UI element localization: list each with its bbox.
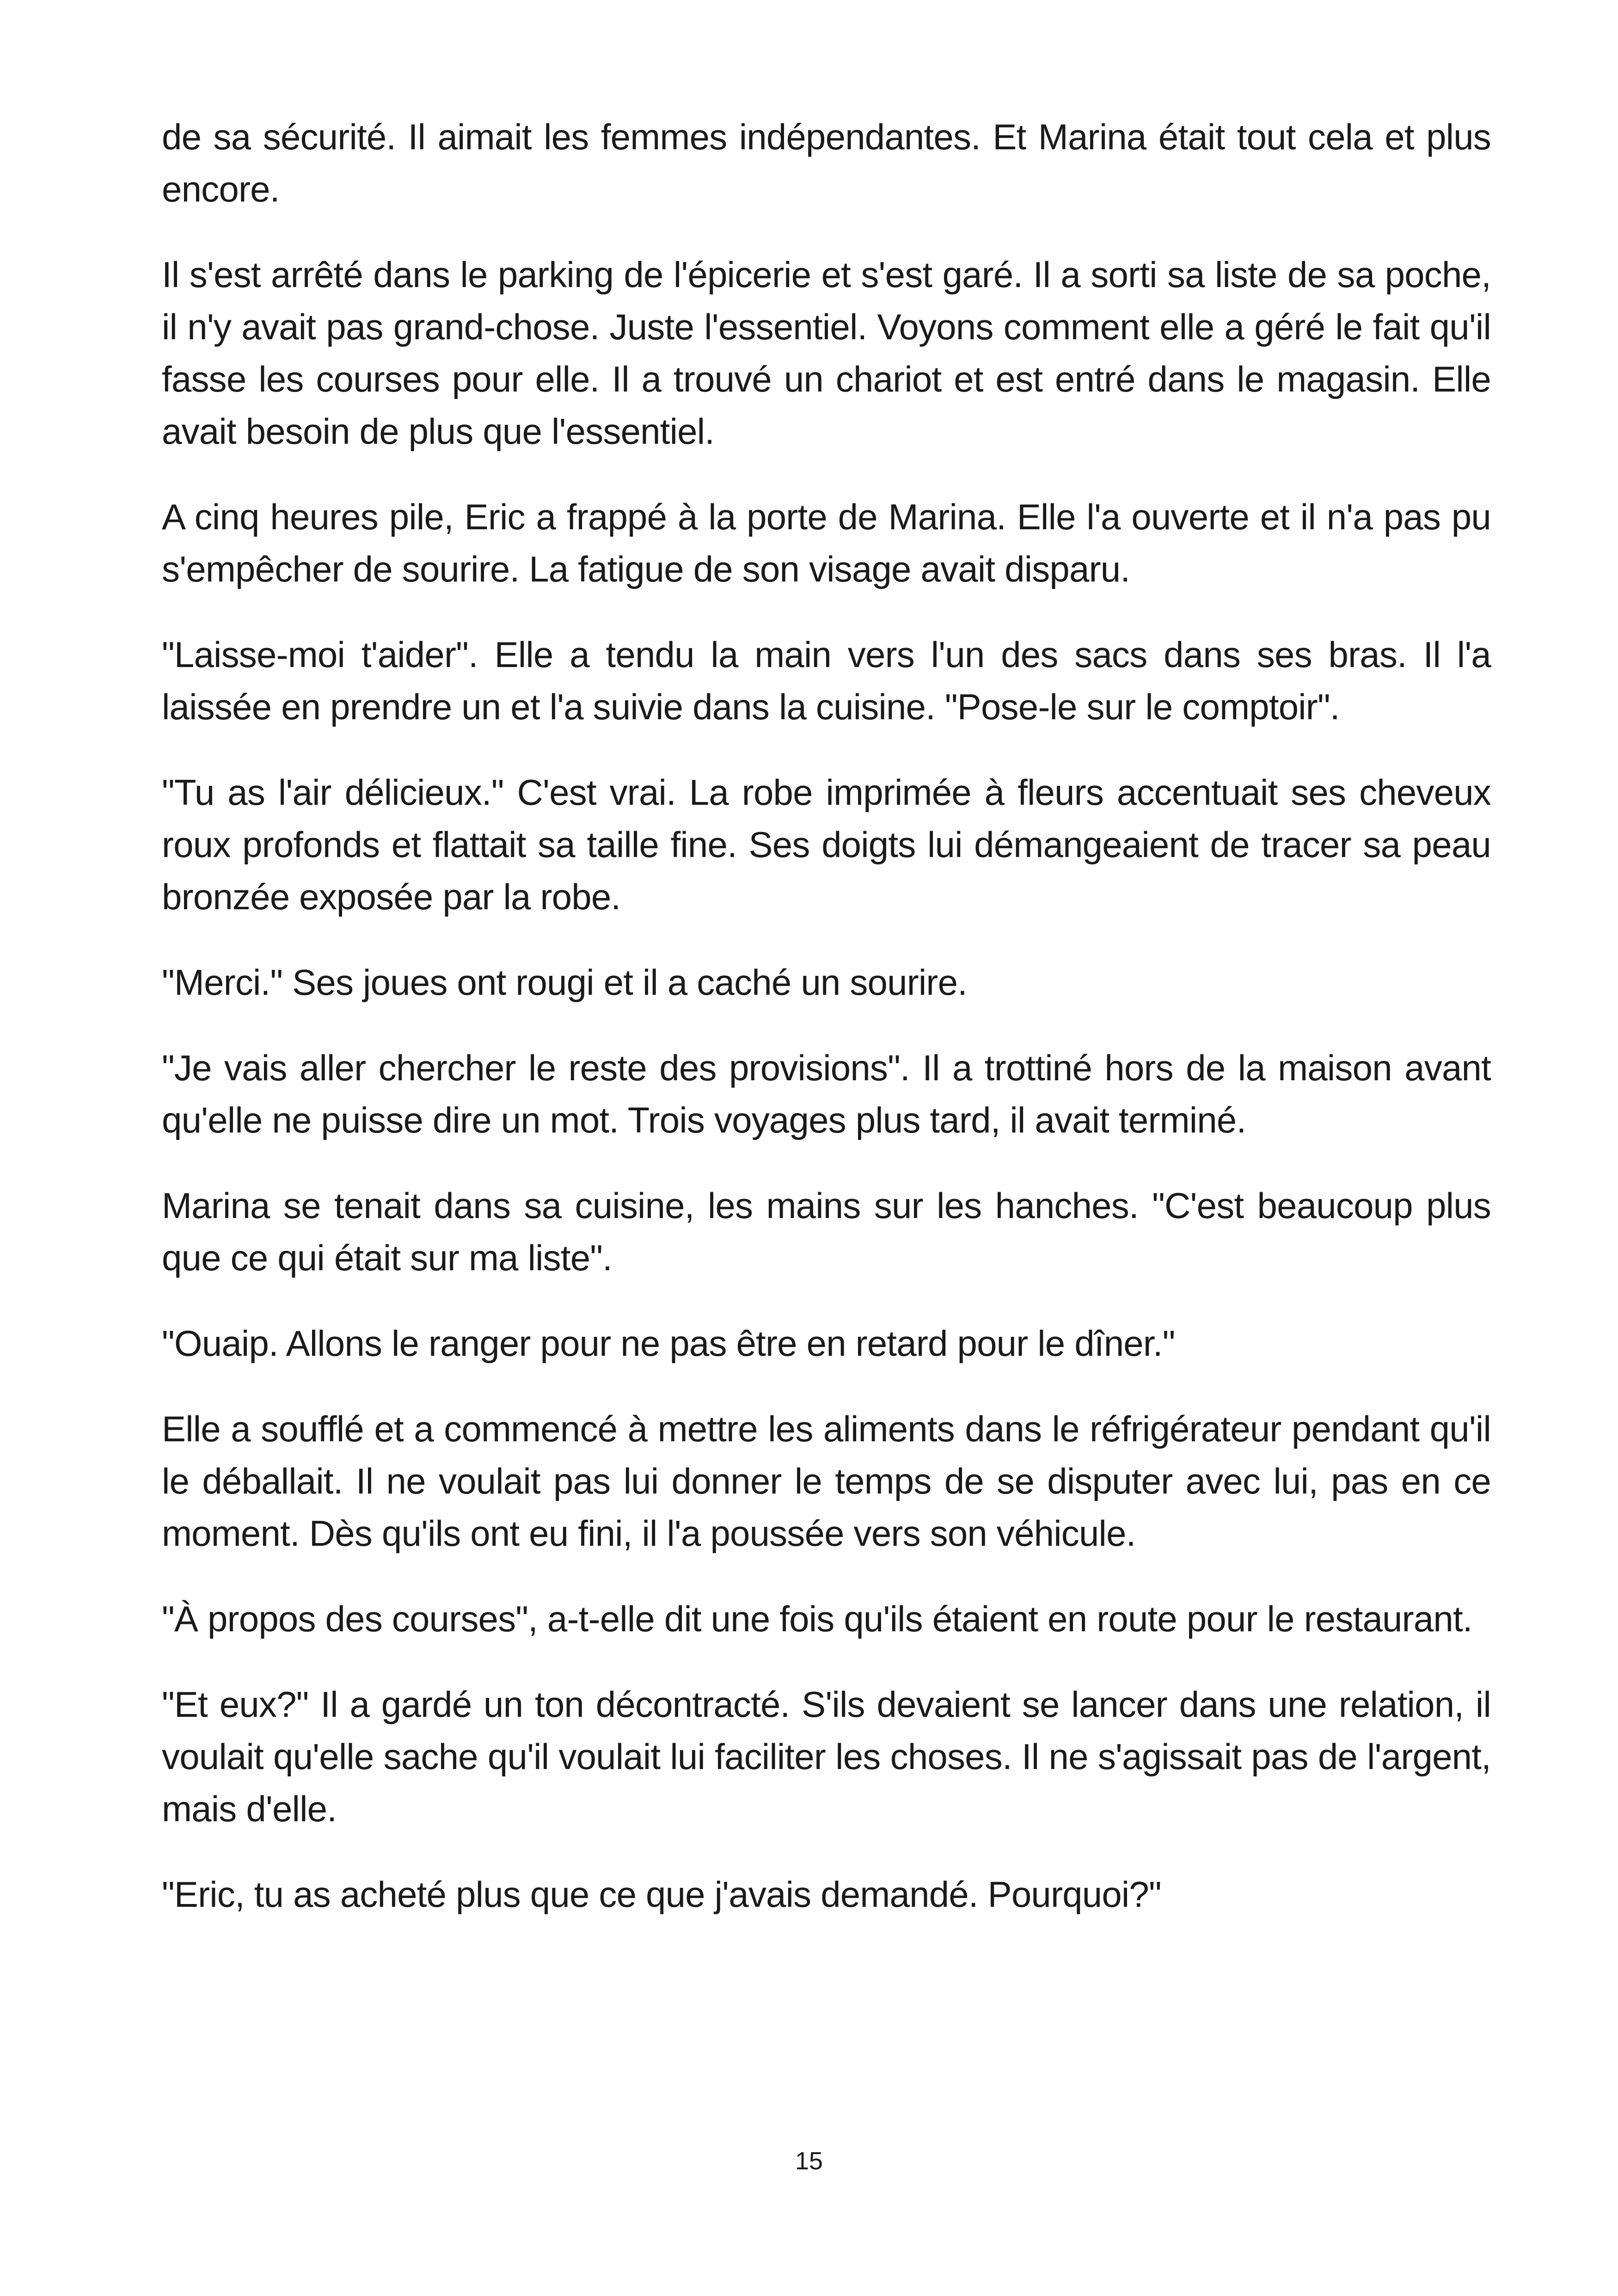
paragraph-10: Elle a soufflé et a commencé à mettre les aliments dans le réfrigérateur pendant qu'il le déballait. Il ne voulait pas lui donner le temps de se disputer avec lui, pas en ce moment. Dès qu'ils ont eu fini, il l'a poussée vers son véhicule. [162, 1408, 1491, 1554]
paragraph-7: "Je vais aller chercher le reste des provisions". Il a trottiné hors de la maison avant qu'elle ne puisse dire un mot. Trois voyages plus tard, il avait terminé. [162, 1047, 1491, 1140]
paragraph-9: "Ouaip. Allons le ranger pour ne pas être en retard pour le dîner." [162, 1323, 1175, 1364]
paragraph-12: "Et eux?" Il a gardé un ton décontracté. S'ils devaient se lancer dans une relation, il voulait qu'elle sache qu'il voulait lui faciliter les choses. Il ne s'agissait pas de l'argent, mais d'elle. [162, 1684, 1491, 1829]
paragraph-6: "Merci." Ses joues ont rougi et il a caché un sourire. [162, 962, 968, 1003]
paragraph-13: "Eric, tu as acheté plus que ce que j'avais demandé. Pourquoi?" [162, 1874, 1161, 1915]
paragraph-8: Marina se tenait dans sa cuisine, les mains sur les hanches. "C'est beaucoup plus que ce qui était sur ma liste". [162, 1185, 1491, 1278]
paragraph-5: "Tu as l'air délicieux." C'est vrai. La robe imprimée à fleurs accentuait ses cheveux roux profonds et flattait sa taille fine. Ses doigts lui démangeaient de tracer sa peau bronzée exposée par la robe. [162, 772, 1491, 917]
page-number: 15 [795, 2147, 823, 2175]
paragraph-2: Il s'est arrêté dans le parking de l'épicerie et s'est garé. Il a sorti sa liste de sa poche, il n'y avait pas grand-chose. Juste l'essentiel. Voyons comment elle a géré le fait qu'il fasse les courses pour elle. Il a trouvé un chariot et est entré dans le magasin. Elle avait besoin de plus que l'essentiel. [162, 254, 1491, 452]
paragraph-1: de sa sécurité. Il aimait les femmes indépendantes. Et Marina était tout cela et plus encore. [162, 116, 1491, 209]
paragraph-3: A cinq heures pile, Eric a frappé à la porte de Marina. Elle l'a ouverte et il n'a pas pu s'empêcher de sourire. La fatigue de son visage avait disparu. [162, 496, 1491, 589]
paragraph-4: "Laisse-moi t'aider". Elle a tendu la main vers l'un des sacs dans ses bras. Il l'a laissée en prendre un et l'a suivie dans la cuisine. "Pose-le sur le comptoir". [162, 634, 1491, 727]
paragraph-11: "À propos des courses", a-t-elle dit une fois qu'ils étaient en route pour le restaurant. [162, 1598, 1472, 1639]
document-body [162, 111, 1491, 1954]
